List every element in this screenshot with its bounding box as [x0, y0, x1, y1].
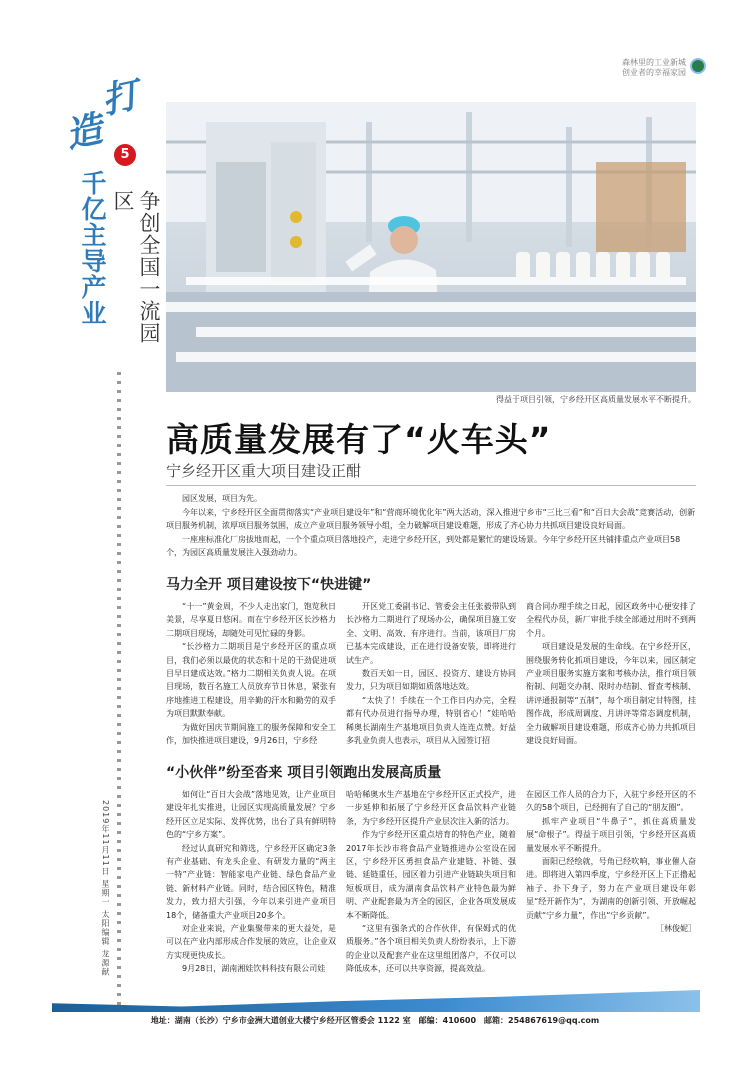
section-2-column-1 [166, 788, 336, 976]
factory-photo-illustration [166, 102, 696, 392]
section-2-column-2 [346, 788, 516, 976]
lead-paragraph: 一座座标准化厂房拔地而起，一个个重点项目落地投产，走进宁乡经开区，到处都是繁忙的建设场景。今年宁乡经开区共铺排重点产业项目58个，为园区高质量发展注入强劲动力。 [166, 534, 681, 557]
body-paragraph: 为做好国庆节期间施工的服务保障和安全工作，加快推进项目建设，9月26日，宁乡经 [166, 722, 336, 746]
body-paragraph: 商合同办理手续之日起，园区政务中心便安排了全程代办员，新厂审批手续全部通过用时不到两个月。 [526, 602, 696, 638]
body-paragraph: 如何让“百日大会战”落地见效，让产业项目建设年扎实推进，让园区实现高质量发展？宁乡经开区立足实际、发挥优势，出台了具有鲜明特色的“宁乡方案”。 [166, 790, 336, 840]
section-1-column-2 [346, 600, 516, 747]
body-paragraph: 面阳已经绘就，号角已经吹响，事业催人奋进。即将进入第四季度，宁乡经开区上下正撸起袖子、扑下身子，努力在产业项目建设年彰显“经开新作为”，为湖南的创新引领、开放崛起贡献“宁乡力量”，作出“宁乡贡献”。 [526, 857, 696, 920]
lead-paragraph: 园区发展，项目为先。 [182, 494, 262, 503]
headline-rule [166, 485, 696, 486]
section-2-title: “小伙伴”纷至沓来 项目引领跑出发展高质量 [166, 765, 442, 781]
title-line-1: 千亿主导产业 [78, 170, 107, 326]
factory-photo [166, 102, 696, 392]
body-paragraph: “长沙格力二期项目是宁乡经开区的重点项目，我们必须以最优的状态和十足的干劲促进项目早日建成达效。”格力二期相关负责人说。在项目现场，数百名施工人员放弃节日休息，紧张有序地推进工程建设，用辛勤的汗水和勤劳的双手为项目默默奉献。 [166, 642, 336, 719]
issue-number-badge: 5 [114, 144, 136, 166]
body-paragraph: 开区党工委副书记、管委会主任张毅带队到长沙格力二期进行了现场办公，确保项目施工安全、文明、高效、有序进行。当前，该项目厂房已基本完成建设，正在进行设备安装，即将进行试生产。 [346, 602, 516, 665]
slogan-line-2: 创业者的幸福家园 [622, 68, 686, 77]
headline: 高质量发展有了“火车头” [166, 420, 552, 459]
body-paragraph: 抓牢产业项目“牛鼻子”，抓住高质量发展“命根子”。得益于项目引领，宁乡经开区高质量发展水平不断提升。 [526, 816, 696, 853]
column-title [62, 73, 161, 360]
section-1-column-1 [166, 600, 336, 747]
body-paragraph: “太快了！手续在一个工作日内办完，全程都有代办员进行指导办理，特别省心！”娃哈哈稀奥长湖南生产基地项目负责人连连点赞。好益多乳业负责人也表示，项目从入园签订招 [346, 695, 516, 746]
body-paragraph: 哈哈稀奥水生产基地在宁乡经开区正式投产，进一步延伸和拓展了宁乡经开区食品饮料产业链条，为宁乡经开区提升产业层次注入新的活力。 [346, 790, 516, 826]
body-paragraph: “这里有强条式的合作伙伴，有保姆式的优质服务。”各个项目相关负责人纷纷表示，上下游的企业以及配套产业在这里组团落户，不仅可以降低成本，还可以共享资源，提高效益。 [346, 924, 516, 974]
title-line-2: 争创全国一流园区 [111, 190, 161, 344]
title-char-da: 打 [98, 73, 142, 123]
footer-contact: 地址：湖南（长沙）宁乡市金洲大道创业大楼宁乡经开区管委会 1122 室 邮编：410600 邮箱：254867619@qq.com [150, 1016, 600, 1025]
body-paragraph: 经过认真研究和筛选，宁乡经开区确定3条有产业基础、有龙头企业、有研发力量的“两主一特”产业链：智能家电产业链、绿色食品产业链、新材料产业链。同时，结合园区特色，精准发力，致力招大引强，今年以来引进产业项目18个，储备重大产业项目20多个。 [166, 843, 336, 920]
page-dateline: 2019年11月11日 星期一 太阳编辑 龙源献 [101, 800, 110, 977]
body-paragraph: 9月28日，湖南湘娃饮料科技有限公司娃 [182, 964, 326, 974]
dotted-divider [117, 372, 121, 1012]
body-paragraph: 项目建设是发展的生命线。在宁乡经开区，围绕服务转化抓项目建设，今年以来，园区制定产业项目服务实施方案和考核办法，推行项目领衔制、问题交办制、限时办结制、督查考核制、讲评通报制等“五制”，每个项目制定甘特图，挂图作战，形成周调度、月讲评等常态调度机制，全力破解项目建设难题，形成齐心协力共抓项目建设良好局面。 [526, 642, 696, 746]
title-char-zao: 造 [62, 107, 106, 157]
author-byline: ［林俊妮］ [656, 924, 696, 934]
lead-paragraphs [166, 492, 696, 560]
body-paragraph: 在园区工作人员的合力下，入驻宁乡经开区的不久的58个项目，已经拥有了自己的“朋友圈”。 [526, 790, 696, 813]
body-paragraph: 对企业来说，产业集聚带来的更大益处，是可以在产业内部形成合作发展的效应，让企业双方实现更快成长。 [166, 924, 336, 960]
slogan-line-1: 森林里的工业新城 [622, 58, 686, 67]
park-logo-icon [690, 58, 706, 74]
footer-wave-decoration [52, 990, 700, 1012]
lead-paragraph: 今年以来，宁乡经开区全面贯彻落实“产业项目建设年”和“营商环境优化年”两大活动，深入推进宁乡市“三比三看”和“百日大会战”竞赛活动，创新项目服务机制，浓厚项目服务氛围，成立产业项目服务领导小组，全力破解项目建设难题，形成了齐心协力共抓项目建设良好局面。 [166, 507, 696, 530]
subheadline: 宁乡经开区重大项目建设正酣 [166, 462, 362, 480]
photo-caption: 得益于项目引领，宁乡经开区高质量发展水平不断提升。 [496, 395, 696, 404]
section-1-column-3 [526, 600, 696, 747]
section-2-column-3 [526, 788, 696, 935]
masthead-slogan [622, 58, 686, 78]
body-paragraph: “十一”黄金周，不少人走出家门，饱览秋日美景，尽享夏日悠闲。而在宁乡经开区长沙格力二期项目现场，却随处可见忙碌的身影。 [166, 602, 336, 638]
section-1-title: 马力全开 项目建设按下“快进键” [166, 577, 372, 593]
body-paragraph: 作为宁乡经开区重点培育的特色产业，随着2017年长沙市将食品产业链推进办公室设在园区，宁乡经开区勇担食品产业建链、补链、强链、延链重任，园区着力引进产业链缺失项目和短板项目，成为湖南食品饮料产业特色最为鲜明、产业配套最为齐全的园区，企业各项发展成本不断降低。 [346, 830, 516, 920]
body-paragraph: 数百天如一日，园区、投资方、建设方协同发力，只为项目如期如质落地达效。 [346, 669, 516, 692]
